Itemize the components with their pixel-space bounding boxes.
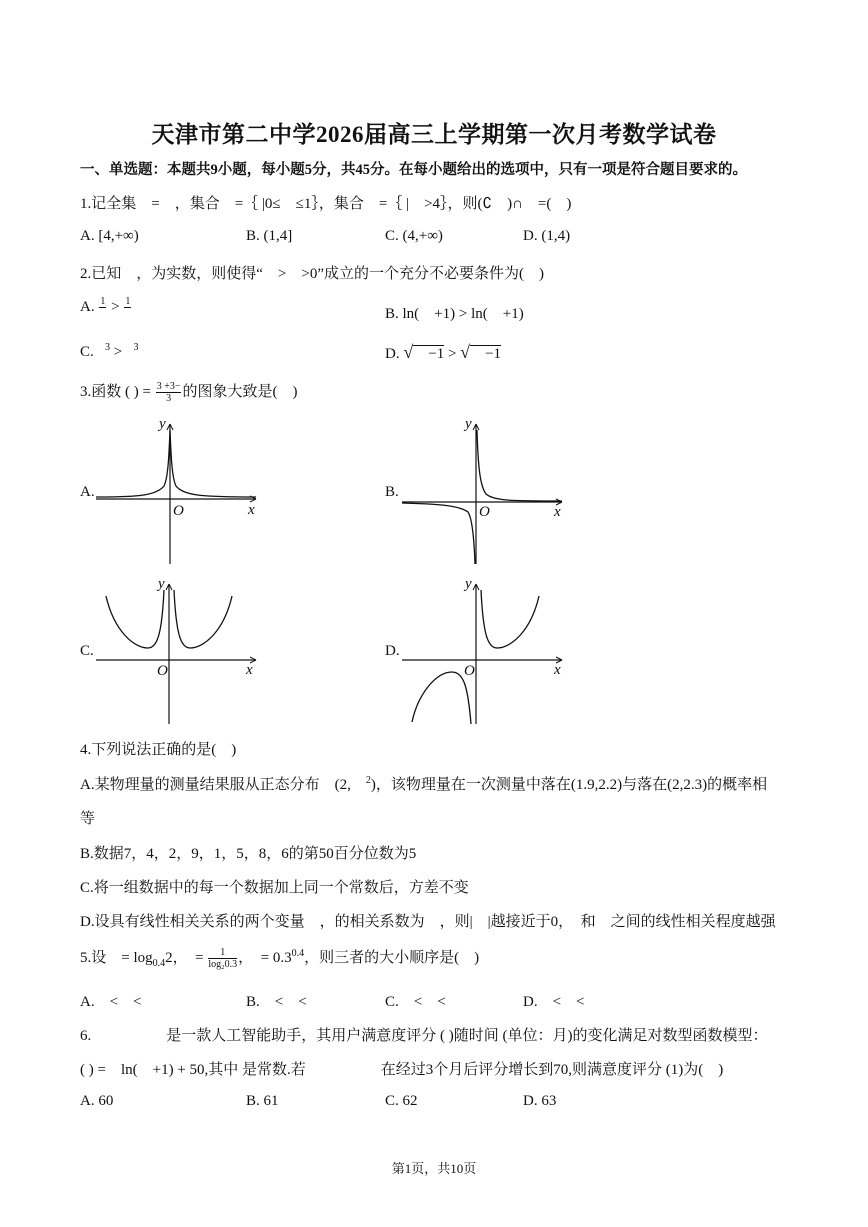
radicand: −1 [470, 346, 502, 362]
option-label: D. [385, 346, 400, 362]
function-curve [96, 430, 256, 497]
function-curve-left [412, 672, 471, 724]
exponent: 0.4 [291, 948, 305, 959]
origin-label: O [479, 504, 490, 520]
q1-option-d: D. (1,4) [523, 228, 571, 244]
operator: > [111, 298, 120, 315]
question-3-stem [80, 380, 297, 404]
operator: > [113, 344, 123, 360]
q6-option-a: A. 60 [80, 1093, 114, 1109]
question-5-stem [80, 946, 479, 970]
q4-option-a-line2: 等 [80, 811, 96, 827]
graph-b [402, 416, 572, 566]
function-curve-right [481, 590, 539, 648]
q3-option-c-label: C. [80, 643, 94, 659]
function-curve-right [174, 590, 232, 648]
exponent: 2 [365, 775, 371, 786]
sqrt-icon: √ [460, 342, 471, 362]
denominator: log₂0.3 [208, 959, 238, 971]
function-curve-right [477, 430, 562, 501]
option-label: A. [80, 298, 95, 315]
origin-label: O [157, 663, 168, 679]
option-text: A.某物理量的测量结果服从正态分布 (2, [80, 777, 366, 793]
numerator: 1 [125, 296, 131, 307]
y-label: y [159, 416, 166, 432]
fraction [99, 296, 106, 319]
radicand: −1 [413, 346, 445, 362]
x-label: x [554, 504, 561, 520]
q1-option-c: C. (4,+∞) [385, 228, 443, 244]
q3-option-b-label: B. [385, 484, 399, 500]
option-text-rest: )，该物理量在一次测量中落在(1.9,2.2)与落在(2,2.3)的概率相 [370, 777, 768, 793]
stem-part: ，则三者的大小顺序是( ) [304, 950, 480, 966]
x-label: x [554, 662, 561, 678]
q3-option-a-label: A. [80, 484, 95, 500]
sqrt-icon: √ [403, 342, 414, 362]
q6-option-b: B. 61 [246, 1093, 279, 1109]
q5-option-d: D. < < [523, 994, 585, 1010]
q5-option-c: C. < < [385, 994, 446, 1010]
section-heading: 一、单选题：本题共9小题，每小题5分，共45分。在每小题给出的选项中，只有一项是符合题目要求的。 [80, 162, 747, 178]
q4-option-b: B.数据7，4，2，9，1，5，8，6的第50百分位数为5 [80, 846, 417, 862]
numerator: 1 [100, 296, 106, 307]
function-curve-left [106, 590, 164, 648]
q2-option-b: B. ln( +1) > ln( +1) [385, 306, 524, 322]
y-label: y [465, 416, 472, 432]
q4-option-a-line1 [80, 773, 767, 794]
function-curve-left [402, 503, 475, 564]
subscript: 0.4 [152, 958, 166, 969]
x-label: x [248, 502, 255, 518]
q5-option-a: A. < < [80, 994, 142, 1010]
page-footer: 第1页，共10页 [391, 1161, 477, 1176]
q2-option-d [385, 342, 501, 363]
numerator: 1 [208, 947, 237, 959]
graph-c [96, 576, 266, 726]
question-6-line1: 6. 是一款人工智能助手，其用户满意度评分 ( )随时间 (单位：月)的变化满足对数型函数模型： [80, 1028, 768, 1044]
fraction [156, 381, 182, 404]
q4-option-d: D.设具有线性相关关系的两个变量 ，的相关系数为 ，则| |越接近于0， 和 之间的线性相关程度越强 [80, 914, 776, 930]
stem-part: 5.设 = log [80, 950, 153, 966]
option-label: C. [80, 344, 94, 360]
y-label: y [158, 576, 165, 592]
origin-label: O [464, 663, 475, 679]
exponent: 3 [105, 342, 111, 353]
q2-option-a [80, 296, 132, 319]
stem-part: ， = 0.3 [238, 950, 292, 966]
denominator: 3 [166, 393, 172, 405]
exponent: 3 [133, 342, 139, 353]
q1-option-a: A. [4,+∞) [80, 228, 139, 244]
stem-suffix: 的图象大致是( ) [182, 384, 298, 400]
graph-a [96, 416, 266, 566]
question-2-stem: 2.已知 ，为实数，则使得“ > >0”成立的一个充分不必要条件为( ) [80, 266, 544, 282]
page-title: 天津市第二中学2026届高三上学期第一次月考数学试卷 [151, 122, 717, 147]
question-6-line2: ( ) = ln( +1) + 50,其中 是常数.若 在经过3个月后评分增长到70,则满意度评分 (1)为( ) [80, 1062, 724, 1078]
operator: > [447, 346, 457, 362]
origin-label: O [173, 503, 184, 519]
x-label: x [246, 662, 253, 678]
q4-option-c: C.将一组数据中的每一个数据加上同一个常数后，方差不变 [80, 880, 469, 896]
question-1-stem: 1.记全集 = ，集合 =｛ |0≤ ≤1｝，集合 =｛ | >4｝，则(∁ )∩ =( ) [80, 196, 572, 212]
q6-option-d: D. 63 [523, 1093, 557, 1109]
question-4-stem: 4.下列说法正确的是( ) [80, 742, 237, 758]
q1-option-b: B. (1,4] [246, 228, 293, 244]
fraction [208, 947, 237, 970]
q5-option-b: B. < < [246, 994, 307, 1010]
y-label: y [465, 576, 472, 592]
q6-option-c: C. 62 [385, 1093, 418, 1109]
stem-part: 2， = [165, 950, 204, 966]
numerator: 3 +3− [156, 381, 181, 393]
fraction [124, 296, 131, 319]
q3-option-d-label: D. [385, 643, 400, 659]
q2-option-c [80, 342, 138, 361]
stem-prefix: 3.函数 ( ) = [80, 384, 151, 400]
graph-d [402, 576, 572, 726]
